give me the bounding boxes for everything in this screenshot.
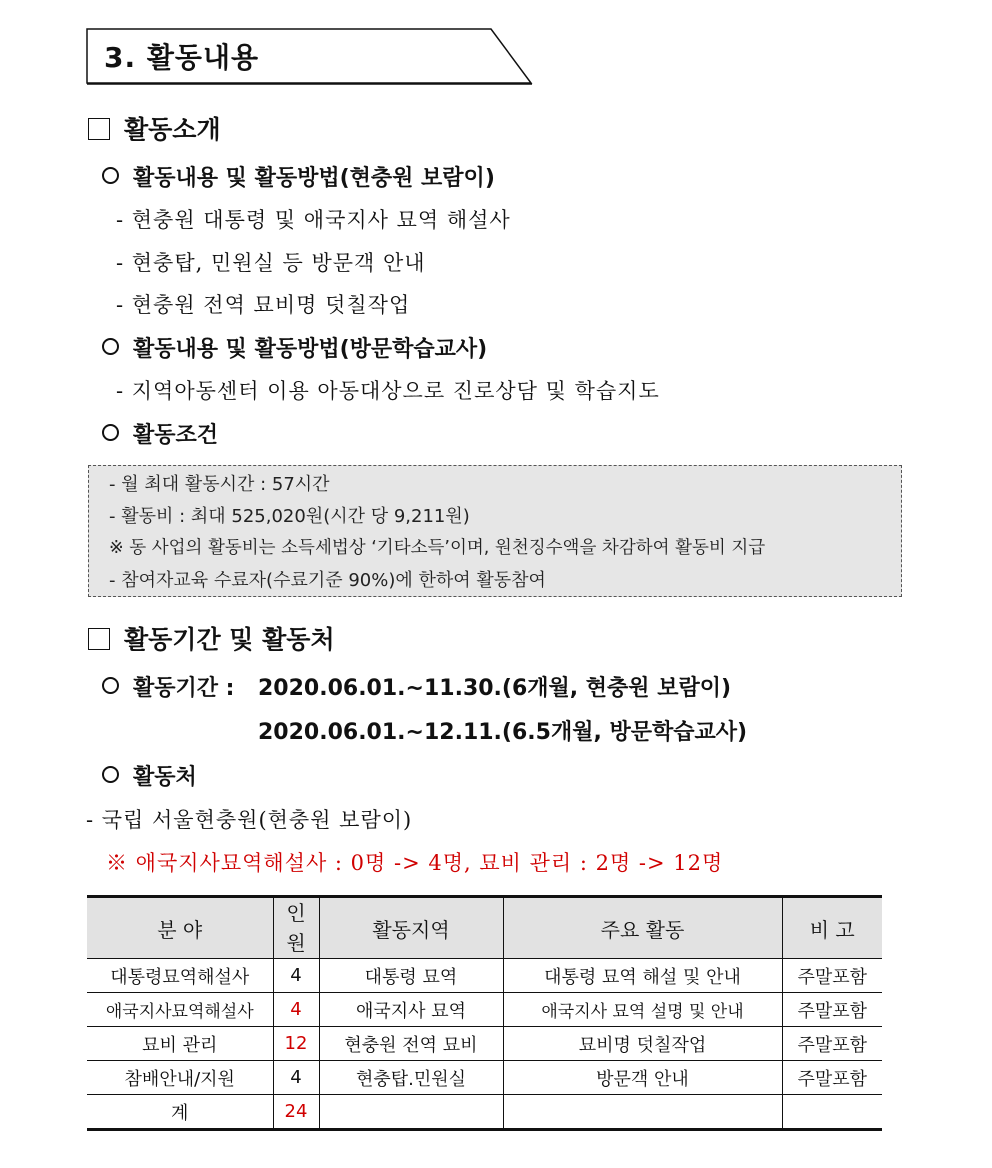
cell-area: 현충탑.민원실 xyxy=(319,1061,503,1095)
header-people: 인 원 xyxy=(273,897,319,959)
cell-people: 4 xyxy=(273,959,319,993)
activity-table xyxy=(87,895,882,1131)
cell-field: 묘비 관리 xyxy=(87,1027,273,1061)
cell-area: 대통령 묘역 xyxy=(319,959,503,993)
table-row xyxy=(87,959,882,993)
checkbox-square-icon xyxy=(88,118,110,140)
cell-total-label: 계 xyxy=(87,1095,273,1130)
sub3-title: 활동조건 xyxy=(102,418,218,449)
staff-change-note: ※ 애국지사묘역해설사 : 0명 -> 4명, 묘비 관리 : 2명 -> 12명 xyxy=(106,851,724,875)
cell-activity: 묘비명 덧칠작업 xyxy=(503,1027,782,1061)
cell-total-people: 24 xyxy=(273,1095,319,1130)
table-row xyxy=(87,1061,882,1095)
cell-empty xyxy=(782,1095,882,1130)
list-item: - 지역아동센터 이용 아동대상으로 진로상담 및 학습지도 xyxy=(116,379,660,403)
cell-people: 12 xyxy=(273,1027,319,1061)
table-row xyxy=(87,1027,882,1061)
list-item: - 현충원 전역 묘비명 덧칠작업 xyxy=(116,293,411,317)
condition-line: - 참여자교육 수료자(수료기준 90%)에 한하여 활동참여 xyxy=(109,570,546,591)
period-line-1: 2020.06.01.~11.30.(6개월, 현충원 보람이) xyxy=(258,676,732,701)
cell-field: 참배안내/지원 xyxy=(87,1061,273,1095)
circle-bullet-icon xyxy=(102,338,119,355)
cell-activity: 방문객 안내 xyxy=(503,1061,782,1095)
checkbox-square-icon xyxy=(88,628,110,650)
condition-note: ※ 동 사업의 활동비는 소득세법상 ‘기타소득’이며, 원천징수액을 차감하여 활동비 지급 xyxy=(109,538,766,558)
circle-bullet-icon xyxy=(102,766,119,783)
cell-note: 주말포함 xyxy=(782,1061,882,1095)
place-title: 활동처 xyxy=(102,760,197,791)
circle-bullet-icon xyxy=(102,167,119,184)
cell-note: 주말포함 xyxy=(782,993,882,1027)
list-item: - 현충원 대통령 및 애국지사 묘역 해설사 xyxy=(116,208,511,232)
condition-line: - 월 최대 활동시간 : 57시간 xyxy=(109,474,330,495)
sub1-title: 활동내용 및 활동방법(현충원 보람이) xyxy=(102,161,495,192)
sub2-title: 활동내용 및 활동방법(방문학습교사) xyxy=(102,332,487,363)
section-title: 3. 활동내용 xyxy=(104,41,260,74)
cell-field: 애국지사묘역해설사 xyxy=(87,993,273,1027)
cell-people: 4 xyxy=(273,993,319,1027)
table-total-row xyxy=(87,1095,882,1130)
circle-bullet-icon xyxy=(102,677,119,694)
cell-empty xyxy=(503,1095,782,1130)
cell-note: 주말포함 xyxy=(782,1027,882,1061)
period-line-2: 2020.06.01.~12.11.(6.5개월, 방문학습교사) xyxy=(258,720,748,745)
period-label: 활동기간 : xyxy=(102,671,234,702)
cell-area: 현충원 전역 묘비 xyxy=(319,1027,503,1061)
table-header-row xyxy=(87,897,882,959)
header-field: 분 야 xyxy=(87,897,273,959)
cell-activity: 애국지사 묘역 설명 및 안내 xyxy=(503,993,782,1027)
cell-area: 애국지사 묘역 xyxy=(319,993,503,1027)
intro-heading: 활동소개 xyxy=(88,110,221,146)
cell-empty xyxy=(319,1095,503,1130)
header-note: 비 고 xyxy=(782,897,882,959)
cell-field: 대통령묘역해설사 xyxy=(87,959,273,993)
cell-activity: 대통령 묘역 해설 및 안내 xyxy=(503,959,782,993)
cell-people: 4 xyxy=(273,1061,319,1095)
period-heading: 활동기간 및 활동처 xyxy=(88,620,335,656)
condition-line: - 활동비 : 최대 525,020원(시간 당 9,211원) xyxy=(109,506,470,527)
cell-note: 주말포함 xyxy=(782,959,882,993)
list-item: - 현충탑, 민원실 등 방문객 안내 xyxy=(116,251,426,275)
header-area: 활동지역 xyxy=(319,897,503,959)
conditions-box xyxy=(88,465,902,597)
circle-bullet-icon xyxy=(102,424,119,441)
place-item: - 국립 서울현충원(현충원 보람이) xyxy=(86,808,413,832)
header-activity: 주요 활동 xyxy=(503,897,782,959)
table-row xyxy=(87,993,882,1027)
